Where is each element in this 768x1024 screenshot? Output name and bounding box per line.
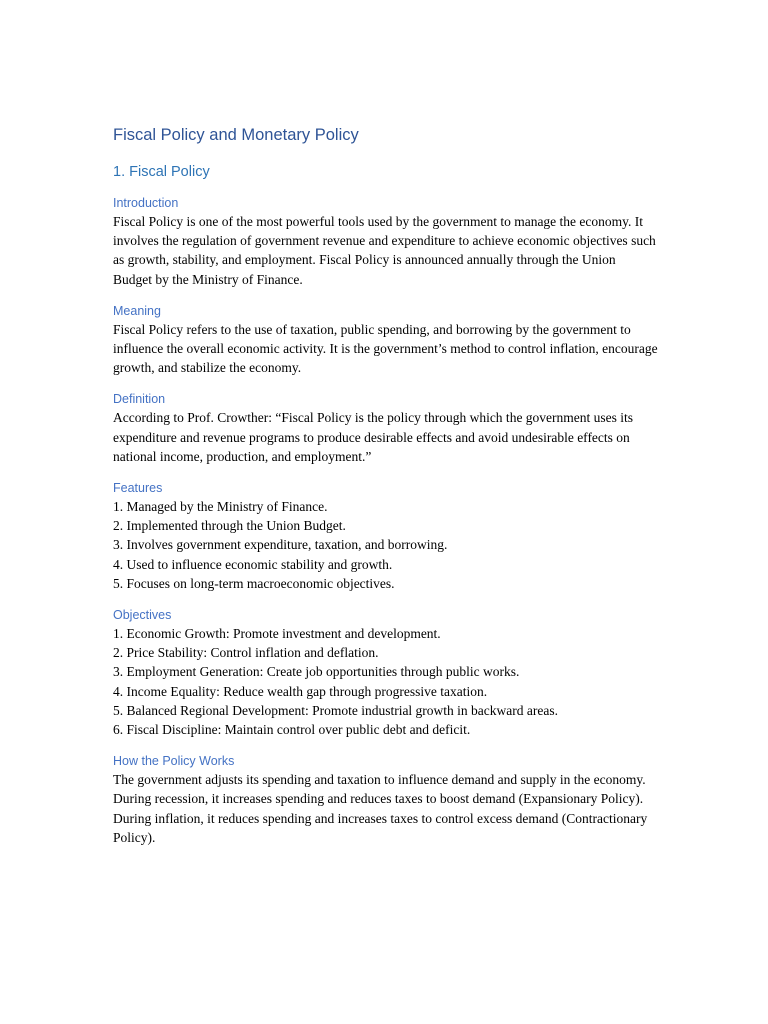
- section-title: 1. Fiscal Policy: [113, 164, 210, 180]
- meaning-section: [113, 303, 658, 378]
- list-item: 3. Involves government expenditure, taxation, and borrowing.: [113, 537, 448, 553]
- how-it-works-heading: How the Policy Works: [113, 754, 235, 769]
- features-heading: Features: [113, 481, 163, 496]
- list-item: 6. Fiscal Discipline: Maintain control over public debt and deficit.: [113, 722, 471, 738]
- objectives-heading: Objectives: [113, 608, 172, 623]
- features-list: [113, 497, 658, 593]
- features-section: [113, 480, 658, 593]
- how-it-works-section: [113, 753, 658, 847]
- objectives-list: [113, 624, 658, 739]
- document-page: [113, 124, 658, 861]
- list-item: 2. Price Stability: Control inflation and deflation.: [113, 645, 379, 661]
- document-title: Fiscal Policy and Monetary Policy: [113, 126, 359, 144]
- objectives-section: [113, 607, 658, 739]
- list-item: 5. Balanced Regional Development: Promote industrial growth in backward areas.: [113, 702, 558, 718]
- definition-section: [113, 391, 658, 466]
- how-it-works-text: The government adjusts its spending and taxation to influence demand and supply in the economy. During recession, it increases spending and reduces taxes to boost demand (Expansionary Policy). During inflation, it reduces spending and increases taxes to control excess demand (Contractionary Policy).: [113, 772, 648, 845]
- meaning-heading: Meaning: [113, 303, 161, 318]
- definition-heading: Definition: [113, 392, 166, 407]
- list-item: 1. Economic Growth: Promote investment and development.: [113, 626, 441, 642]
- list-item: 4. Income Equality: Reduce wealth gap through progressive taxation.: [113, 683, 488, 699]
- list-item: 1. Managed by the Ministry of Finance.: [113, 499, 328, 515]
- introduction-text: Fiscal Policy is one of the most powerful tools used by the government to manage the economy. It involves the regulation of government revenue and expenditure to achieve economic objectives such as growth, stability, and employment. Fiscal Policy is announced annually through the Union Budget by the Ministry of Finance.: [113, 214, 656, 287]
- list-item: 2. Implemented through the Union Budget.: [113, 518, 346, 534]
- meaning-text: Fiscal Policy refers to the use of taxation, public spending, and borrowing by the government to influence the overall economic activity. It is the government’s method to control inflation, encourage growth, and stabilize the economy.: [113, 321, 658, 376]
- introduction-section: [113, 195, 658, 289]
- list-item: 4. Used to influence economic stability and growth.: [113, 556, 393, 572]
- list-item: 3. Employment Generation: Create job opportunities through public works.: [113, 664, 520, 680]
- list-item: 5. Focuses on long-term macroeconomic objectives.: [113, 575, 395, 591]
- introduction-heading: Introduction: [113, 196, 179, 210]
- definition-text: According to Prof. Crowther: “Fiscal Policy is the policy through which the government uses its expenditure and revenue programs to produce desirable effects and avoid undesirable effects on national income, production, and employment.”: [113, 410, 634, 464]
